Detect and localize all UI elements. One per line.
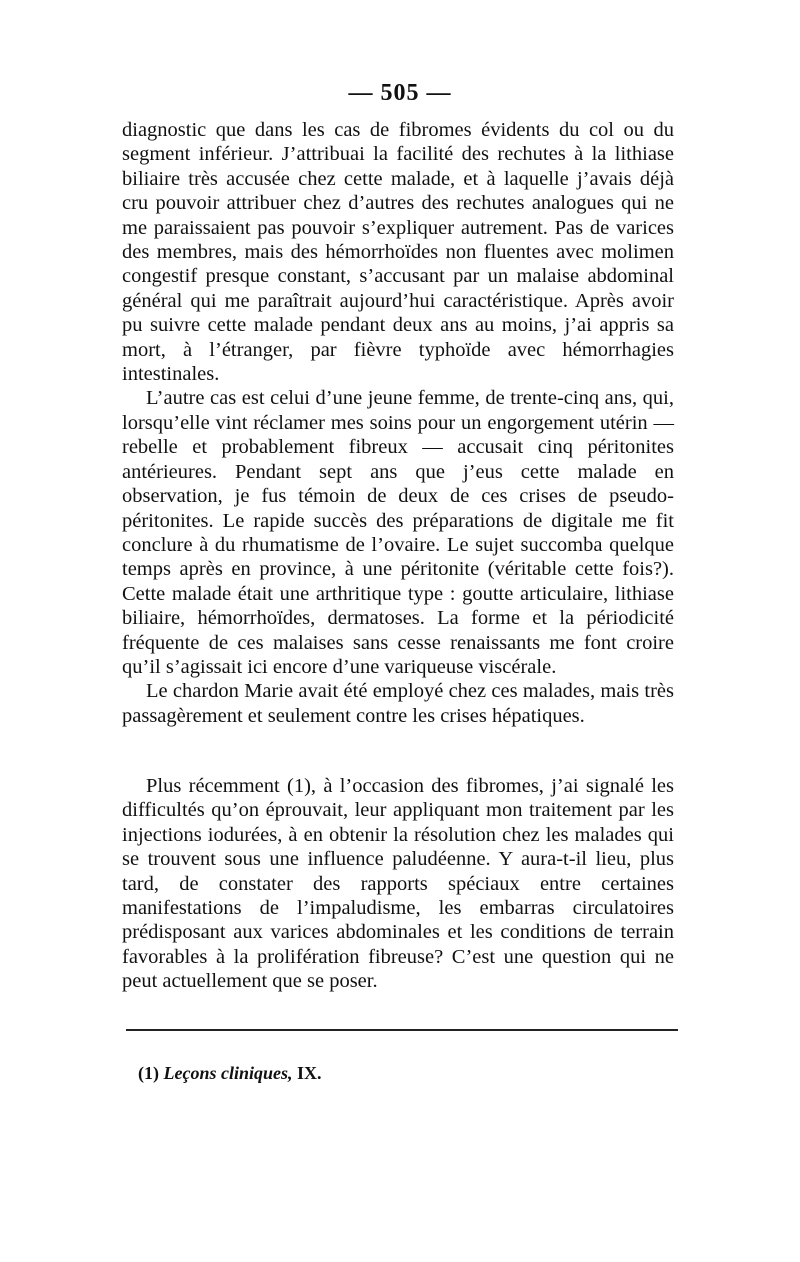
footnote — [138, 1063, 322, 1084]
footnote-title: Leçons cliniques, — [163, 1063, 293, 1083]
footnote-divider — [126, 1029, 678, 1031]
main-text-block — [122, 118, 674, 728]
paragraph-3: Le chardon Marie avait été employé chez ces malades, mais très passagèrement et seulement contre les crises hépatiques. — [122, 680, 674, 727]
second-text-block — [122, 774, 674, 994]
footnote-volume: IX. — [297, 1063, 322, 1083]
paragraph-2: L’autre cas est celui d’une jeune femme, de trente-cinq ans, qui, lorsqu’elle vint réclamer mes soins pour un engorgement utérin — rebelle et probablement fibreux — accusait cinq péritonites antérieures. Pendant sept ans que j’eus cette malade en observation, je fus témoin de deux de ces crises de pseudo-péritonites. Le rapide succès des préparations de digitale me fit conclure à du rhumatisme de l’ovaire. Le sujet succomba quelque temps après en province, à une péritonite (véritable cette fois?). Cette malade était une arthritique type : goutte articulaire, lithiase biliaire, hémorrhoïdes, dermatoses. La forme et la périodicité fréquente de ces malaises sans cesse renaissants me font croire qu’il s’agissait ici encore d’une variqueuse viscérale. — [122, 387, 674, 678]
paragraph-1: diagnostic que dans les cas de fibromes évidents du col ou du segment inférieur. J’attribuai la facilité des rechutes à la lithiase biliaire très accusée chez cette malade, et à laquelle j’avais déjà cru pouvoir attribuer chez d’autres des rechutes analogues qui ne me paraissaient pas pouvoir s’expliquer autrement. Pas de varices des membres, mais des hémorrhoïdes non fluentes avec molimen congestif presque constant, s’accusant par un malaise abdominal général qui me paraîtrait aujourd’hui caractéristique. Après avoir pu suivre cette malade pendant deux ans au moins, j’ai appris sa mort, à l’étranger, par fièvre typhoïde avec hémorrhagies intestinales. — [122, 119, 674, 386]
page-number: — 505 — — [348, 80, 452, 106]
footnote-marker: (1) — [138, 1063, 159, 1083]
paragraph-4: Plus récemment (1), à l’occasion des fibromes, j’ai signalé les difficultés qu’on éprouvait, leur appliquant mon traitement par les injections iodurées, à en obtenir la résolution chez les malades qui se trouvent sous une influence paludéenne. Y aura-t-il lieu, plus tard, de constater des rapports spéciaux entre certaines manifestations de l’impaludisme, les embarras circulatoires prédisposant aux varices abdominales et les conditions de terrain favorables à la prolifération fibreuse? C’est une question qui ne peut actuellement que se poser. — [122, 775, 674, 993]
